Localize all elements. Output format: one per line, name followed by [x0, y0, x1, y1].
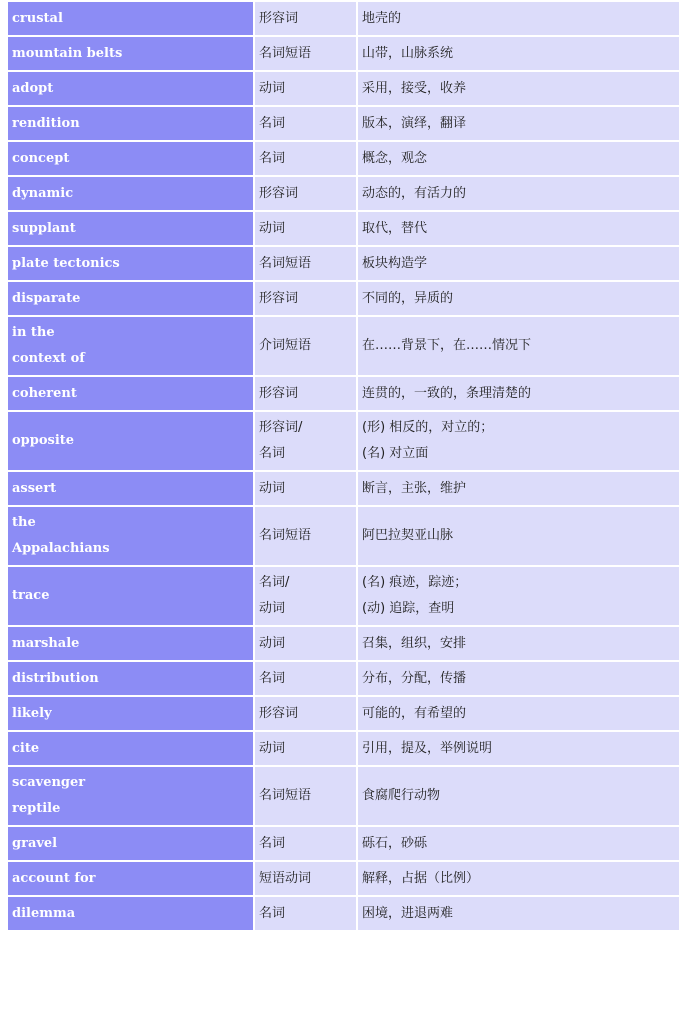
table-row [8, 72, 679, 105]
term-text: trace [12, 588, 50, 603]
term-text: adopt [12, 80, 54, 96]
part-of-speech-cell [255, 212, 356, 245]
meaning-text: 地壳的 [362, 10, 402, 26]
part-of-speech-cell [255, 697, 356, 730]
meaning-text: 引用，提及，举例说明 [362, 740, 493, 756]
meaning-cell [358, 37, 679, 70]
table-row [8, 37, 679, 70]
part-of-speech-text: 动词 [259, 220, 286, 236]
term-text: account for [12, 870, 96, 886]
meaning-text: 连贯的，一致的，条理清楚的 [362, 385, 532, 401]
table-row [8, 377, 679, 410]
term-cell [8, 247, 253, 280]
part-of-speech-text: 名词 [259, 150, 286, 166]
part-of-speech-text: 名词 [259, 446, 286, 461]
term-cell [8, 507, 253, 565]
meaning-text: 召集，组织，安排 [362, 635, 467, 651]
meaning-text: 砾石，砂砾 [362, 835, 428, 851]
meaning-text: 采用，接受，收养 [362, 80, 467, 96]
meaning-cell [358, 827, 679, 860]
table-row [8, 212, 679, 245]
term-cell [8, 212, 253, 245]
term-text: crustal [12, 10, 63, 26]
term-cell [8, 732, 253, 765]
part-of-speech-text: 动词 [259, 740, 286, 756]
table-row [8, 767, 679, 825]
term-text: Appalachians [12, 541, 110, 556]
meaning-text: 山带，山脉系统 [362, 45, 454, 61]
meaning-cell [358, 767, 679, 825]
table-row [8, 317, 679, 375]
meaning-cell [358, 142, 679, 175]
term-cell [8, 72, 253, 105]
meaning-text: 分布，分配，传播 [362, 670, 467, 686]
meaning-text: 取代，替代 [362, 220, 428, 236]
part-of-speech-cell [255, 317, 356, 375]
part-of-speech-text: 名词短语 [259, 45, 312, 61]
term-text: coherent [12, 385, 77, 401]
term-text: opposite [12, 433, 75, 448]
meaning-cell [358, 412, 679, 470]
term-cell [8, 377, 253, 410]
meaning-cell [358, 72, 679, 105]
part-of-speech-text: 名词短语 [259, 528, 312, 543]
term-cell [8, 107, 253, 140]
term-text: concept [12, 150, 70, 166]
term-cell [8, 2, 253, 35]
part-of-speech-text: 动词 [259, 601, 286, 616]
meaning-cell [358, 212, 679, 245]
part-of-speech-cell [255, 862, 356, 895]
part-of-speech-text: 形容词 [259, 385, 299, 401]
part-of-speech-cell [255, 142, 356, 175]
meaning-text: 在……背景下，在……情况下 [362, 338, 532, 353]
part-of-speech-cell [255, 282, 356, 315]
meaning-text: 断言，主张，维护 [362, 480, 467, 496]
table-row [8, 567, 679, 625]
table-row [8, 282, 679, 315]
part-of-speech-text: 形容词 [259, 290, 299, 306]
term-text: in the [12, 325, 55, 340]
table-row [8, 142, 679, 175]
table-row [8, 177, 679, 210]
part-of-speech-text: 名词 [259, 835, 286, 851]
part-of-speech-cell [255, 412, 356, 470]
part-of-speech-cell [255, 37, 356, 70]
part-of-speech-text: 名词/ [259, 575, 290, 590]
meaning-text: 解释，占据（比例） [362, 870, 480, 886]
meaning-text: (形) 相反的，对立的； [362, 420, 494, 435]
meaning-cell [358, 247, 679, 280]
meaning-cell [358, 107, 679, 140]
term-text: plate tectonics [12, 255, 120, 271]
term-cell [8, 862, 253, 895]
term-text: cite [12, 740, 40, 756]
meaning-cell [358, 317, 679, 375]
term-cell [8, 282, 253, 315]
term-text: likely [12, 705, 52, 721]
term-text: rendition [12, 115, 80, 131]
part-of-speech-cell [255, 472, 356, 505]
part-of-speech-cell [255, 247, 356, 280]
table-row [8, 247, 679, 280]
term-text: scavenger [12, 775, 86, 790]
part-of-speech-cell [255, 732, 356, 765]
term-cell [8, 142, 253, 175]
meaning-text: (名) 对立面 [362, 446, 429, 461]
table-row [8, 897, 679, 930]
part-of-speech-cell [255, 662, 356, 695]
meaning-text: 板块构造学 [362, 255, 428, 271]
part-of-speech-text: 形容词 [259, 185, 299, 201]
vocabulary-table-body [8, 2, 679, 930]
table-row [8, 507, 679, 565]
part-of-speech-cell [255, 897, 356, 930]
table-row [8, 472, 679, 505]
part-of-speech-text: 名词短语 [259, 255, 312, 271]
meaning-cell [358, 627, 679, 660]
meaning-cell [358, 472, 679, 505]
part-of-speech-text: 动词 [259, 635, 286, 651]
term-cell [8, 472, 253, 505]
table-row [8, 697, 679, 730]
term-text: marshale [12, 635, 80, 651]
part-of-speech-cell [255, 627, 356, 660]
term-cell [8, 412, 253, 470]
term-cell [8, 897, 253, 930]
meaning-cell [358, 377, 679, 410]
part-of-speech-text: 动词 [259, 480, 286, 496]
part-of-speech-text: 名词 [259, 670, 286, 686]
table-row [8, 862, 679, 895]
meaning-text: 不同的，异质的 [362, 290, 454, 306]
part-of-speech-text: 动词 [259, 80, 286, 96]
meaning-cell [358, 662, 679, 695]
term-text: assert [12, 480, 57, 496]
term-cell [8, 767, 253, 825]
table-row [8, 627, 679, 660]
meaning-cell [358, 732, 679, 765]
table-row [8, 662, 679, 695]
part-of-speech-cell [255, 507, 356, 565]
meaning-cell [358, 282, 679, 315]
part-of-speech-cell [255, 2, 356, 35]
part-of-speech-text: 形容词 [259, 705, 299, 721]
term-text: the [12, 515, 36, 530]
vocabulary-table [6, 0, 681, 932]
part-of-speech-cell [255, 567, 356, 625]
part-of-speech-text: 名词 [259, 115, 286, 131]
term-text: disparate [12, 290, 81, 306]
meaning-cell [358, 2, 679, 35]
meaning-text: 困境，进退两难 [362, 905, 454, 921]
term-cell [8, 37, 253, 70]
table-row [8, 2, 679, 35]
part-of-speech-text: 名词短语 [259, 788, 312, 803]
table-row [8, 827, 679, 860]
part-of-speech-text: 介词短语 [259, 338, 312, 353]
term-cell [8, 827, 253, 860]
part-of-speech-cell [255, 377, 356, 410]
table-row [8, 412, 679, 470]
part-of-speech-text: 形容词 [259, 10, 299, 26]
part-of-speech-cell [255, 767, 356, 825]
meaning-cell [358, 697, 679, 730]
table-row [8, 107, 679, 140]
meaning-text: 阿巴拉契亚山脉 [362, 528, 454, 543]
term-text: gravel [12, 835, 58, 851]
part-of-speech-cell [255, 107, 356, 140]
term-cell [8, 627, 253, 660]
term-text: reptile [12, 801, 61, 816]
meaning-cell [358, 862, 679, 895]
part-of-speech-text: 形容词/ [259, 420, 303, 435]
table-row [8, 732, 679, 765]
term-text: supplant [12, 220, 76, 236]
meaning-cell [358, 567, 679, 625]
part-of-speech-cell [255, 827, 356, 860]
term-text: dynamic [12, 185, 74, 201]
term-cell [8, 567, 253, 625]
term-text: dilemma [12, 905, 76, 921]
meaning-text: 可能的，有希望的 [362, 705, 467, 721]
meaning-cell [358, 897, 679, 930]
meaning-text: 食腐爬行动物 [362, 788, 441, 803]
meaning-cell [358, 507, 679, 565]
term-text: distribution [12, 670, 99, 686]
meaning-text: 概念，观念 [362, 150, 428, 166]
meaning-cell [358, 177, 679, 210]
meaning-text: (名) 痕迹，踪迹； [362, 575, 468, 590]
part-of-speech-cell [255, 177, 356, 210]
term-cell [8, 177, 253, 210]
part-of-speech-text: 名词 [259, 905, 286, 921]
meaning-text: 动态的，有活力的 [362, 185, 467, 201]
term-cell [8, 662, 253, 695]
meaning-text: 版本，演绎，翻译 [362, 115, 467, 131]
term-text: mountain belts [12, 45, 123, 61]
part-of-speech-cell [255, 72, 356, 105]
meaning-text: (动) 追踪，查明 [362, 601, 455, 616]
term-cell [8, 317, 253, 375]
part-of-speech-text: 短语动词 [259, 870, 312, 886]
term-text: context of [12, 351, 85, 366]
term-cell [8, 697, 253, 730]
